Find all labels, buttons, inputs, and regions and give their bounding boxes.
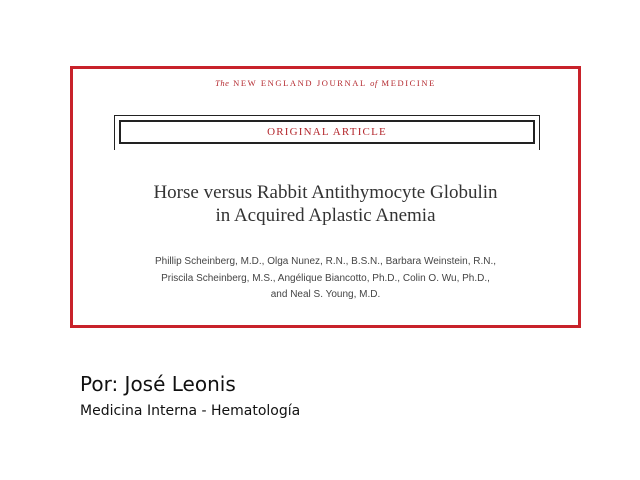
presenter-name: Por: José Leonis — [80, 372, 236, 396]
journal-name — [73, 78, 578, 88]
authors-line-1: Phillip Scheinberg, M.D., Olga Nunez, R.N., B.S.N., Barbara Weinstein, R.N., — [154, 256, 497, 267]
authors-line-3: and Neal S. Young, M.D. — [270, 289, 381, 300]
journal-prefix: The — [215, 78, 230, 88]
journal-name-end: MEDICINE — [381, 78, 436, 88]
authors-line-2: Priscila Scheinberg, M.S., Angélique Biancotto, Ph.D., Colin O. Wu, Ph.D., — [161, 272, 490, 284]
presenter-affiliation: Medicina Interna - Hematología — [80, 403, 301, 419]
section-label: ORIGINAL ARTICLE — [119, 120, 535, 144]
article-title-line-2: in Acquired Aplastic Anemia — [215, 205, 436, 226]
article-title — [73, 181, 578, 227]
article-authors — [73, 254, 578, 304]
journal-of: of — [370, 78, 378, 88]
section-label-frame — [114, 115, 540, 150]
journal-name-main: NEW ENGLAND JOURNAL — [233, 78, 367, 88]
article-header-image — [70, 66, 581, 328]
article-title-line-1: Horse versus Rabbit Antithymocyte Globulin — [153, 182, 498, 203]
